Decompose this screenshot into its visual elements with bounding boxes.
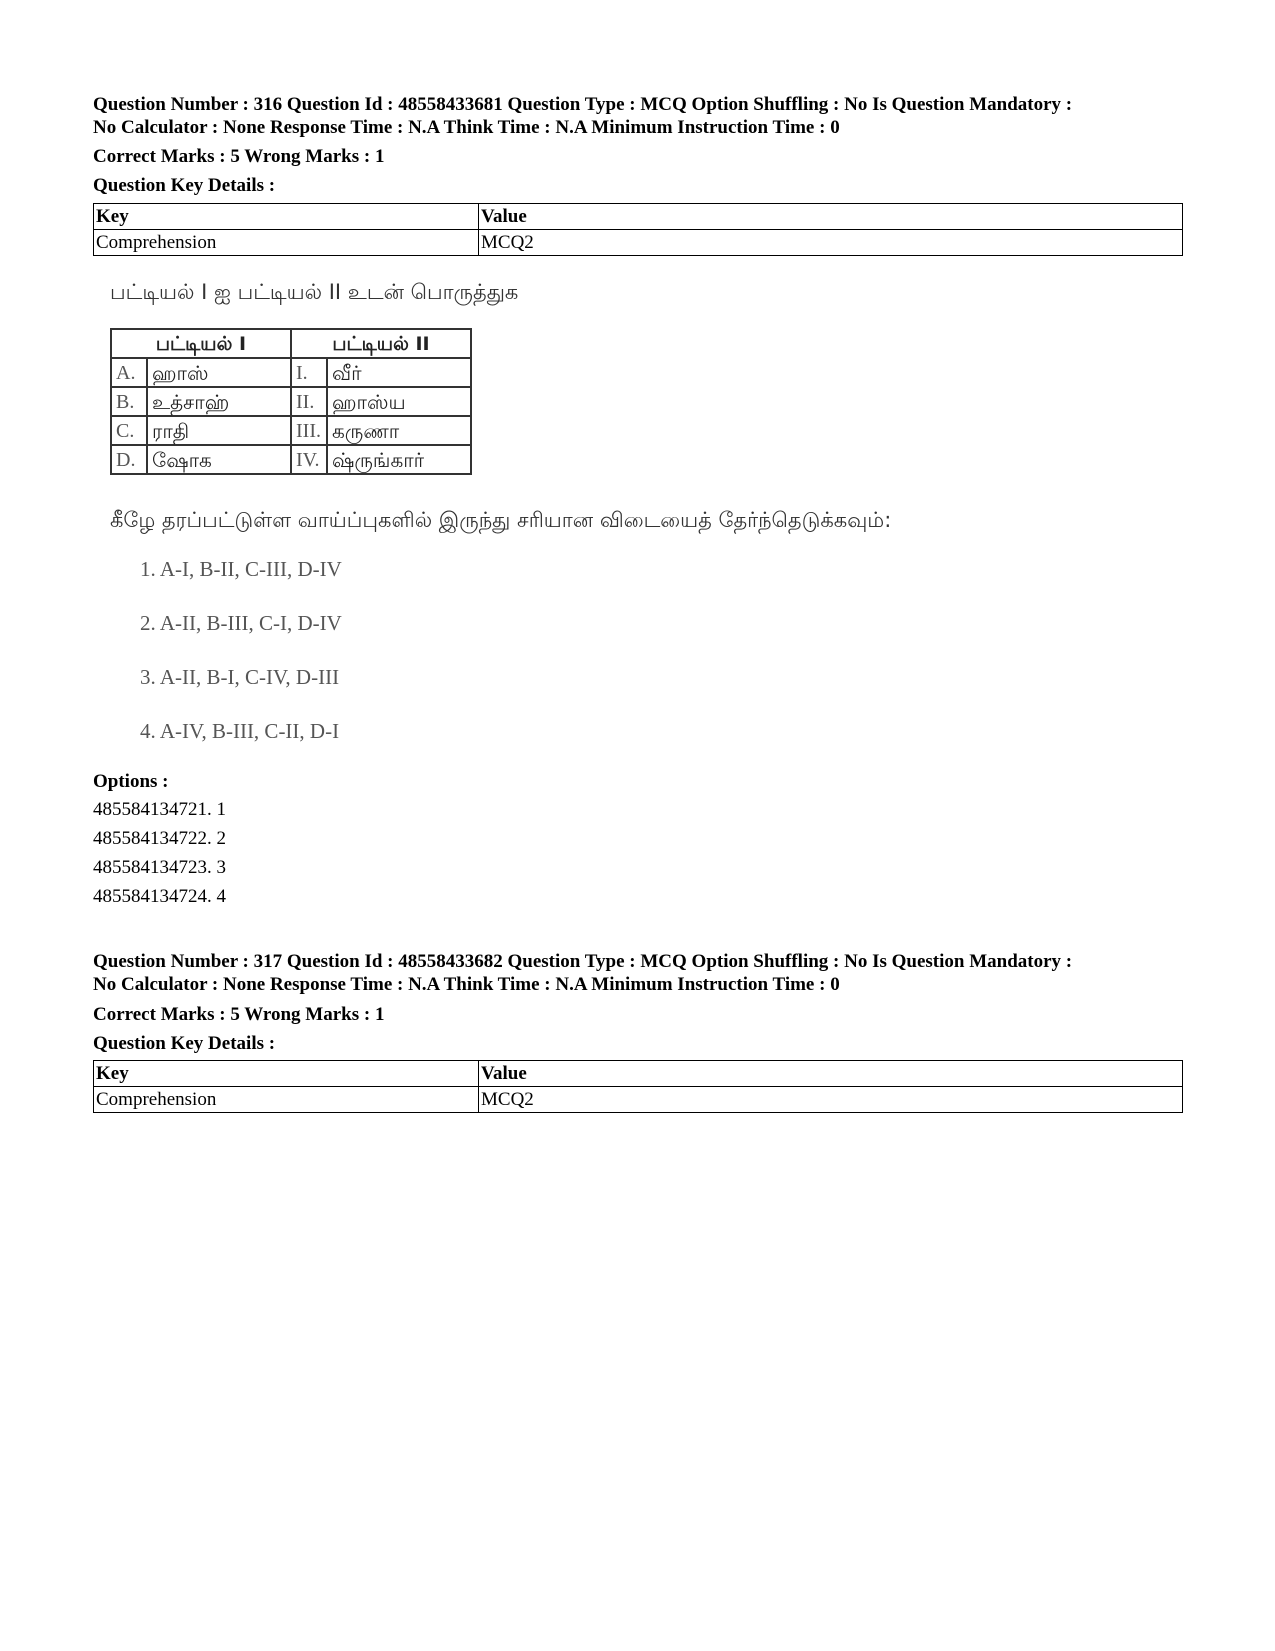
question-316-header: [93, 93, 1193, 139]
list-1-header: பட்டியல் I: [111, 329, 291, 358]
list-1-value: ராதி: [147, 416, 291, 445]
question-key-table: [93, 203, 1183, 256]
answer-choice: 3. A-II, B-I, C-IV, D-III: [140, 665, 340, 689]
answer-choice: 1. A-I, B-II, C-III, D-IV: [140, 557, 342, 581]
question-key-table: [93, 1060, 1183, 1113]
match-instruction: பட்டியல் I ஐ பட்டியல் II உடன் பொருத்துக: [110, 280, 519, 304]
match-row: [111, 416, 471, 445]
option-item: 485584134721. 1: [93, 799, 226, 820]
question-meta-line1: Question Number : 317 Question Id : 48558433682 Question Type : MCQ Option Shuffling : No Is Question Mandatory :: [93, 951, 1073, 972]
answer-prompt: கீழே தரப்பட்டுள்ள வாய்ப்புகளில் இருந்து சரியான விடையைத் தேர்ந்தெடுக்கவும்:: [110, 508, 892, 532]
list-2-value: கருணா: [327, 416, 471, 445]
value-header: Value: [479, 204, 1183, 230]
key-details-label: Question Key Details :: [93, 1033, 276, 1054]
answer-choices: [140, 557, 342, 773]
options-label: Options :: [93, 771, 169, 792]
answer-choice: 4. A-IV, B-III, C-II, D-I: [140, 719, 340, 743]
key-cell: Comprehension: [94, 230, 479, 256]
list-2-value: ஷ்ருங்கார்: [327, 445, 471, 474]
list-1-value: ஹாஸ்: [147, 358, 291, 387]
value-cell: MCQ2: [479, 230, 1183, 256]
key-table-row: [94, 1087, 1183, 1113]
value-cell: MCQ2: [479, 1087, 1183, 1113]
marks-line: Correct Marks : 5 Wrong Marks : 1: [93, 146, 385, 167]
value-header: Value: [479, 1061, 1183, 1087]
match-table-header: [111, 329, 471, 358]
marks-line: Correct Marks : 5 Wrong Marks : 1: [93, 1004, 385, 1025]
list-2-value: ஹாஸ்ய: [327, 387, 471, 416]
match-row: [111, 445, 471, 474]
option-item: 485584134723. 3: [93, 857, 226, 878]
list-2-label: II.: [291, 387, 327, 416]
question-317-header: [93, 950, 1193, 996]
list-1-value: உத்சாஹ்: [147, 387, 291, 416]
key-table-row: [94, 230, 1183, 256]
question-meta-line2: No Calculator : None Response Time : N.A Think Time : N.A Minimum Instruction Time : 0: [93, 974, 840, 995]
list-1-label: D.: [111, 445, 147, 474]
key-details-label: Question Key Details :: [93, 175, 276, 196]
key-cell: Comprehension: [94, 1087, 479, 1113]
list-2-value: வீர்: [327, 358, 471, 387]
list-2-label: III.: [291, 416, 327, 445]
key-header: Key: [94, 1061, 479, 1087]
option-item: 485584134724. 4: [93, 886, 226, 907]
options-list: [93, 795, 226, 911]
key-header: Key: [94, 204, 479, 230]
list-1-label: C.: [111, 416, 147, 445]
question-meta-line1: Question Number : 316 Question Id : 48558433681 Question Type : MCQ Option Shuffling : No Is Question Mandatory :: [93, 94, 1073, 115]
list-1-value: ஷோக: [147, 445, 291, 474]
answer-choice: 2. A-II, B-III, C-I, D-IV: [140, 611, 342, 635]
match-row: [111, 358, 471, 387]
option-item: 485584134722. 2: [93, 828, 226, 849]
list-1-label: B.: [111, 387, 147, 416]
match-table-wrap: [110, 328, 472, 475]
list-1-label: A.: [111, 358, 147, 387]
match-row: [111, 387, 471, 416]
list-2-label: IV.: [291, 445, 327, 474]
list-2-header: பட்டியல் II: [291, 329, 471, 358]
key-table-header-row: [94, 1061, 1183, 1087]
list-2-label: I.: [291, 358, 327, 387]
question-meta-line2: No Calculator : None Response Time : N.A Think Time : N.A Minimum Instruction Time : 0: [93, 117, 840, 138]
match-table: [110, 328, 472, 475]
key-table-header-row: [94, 204, 1183, 230]
